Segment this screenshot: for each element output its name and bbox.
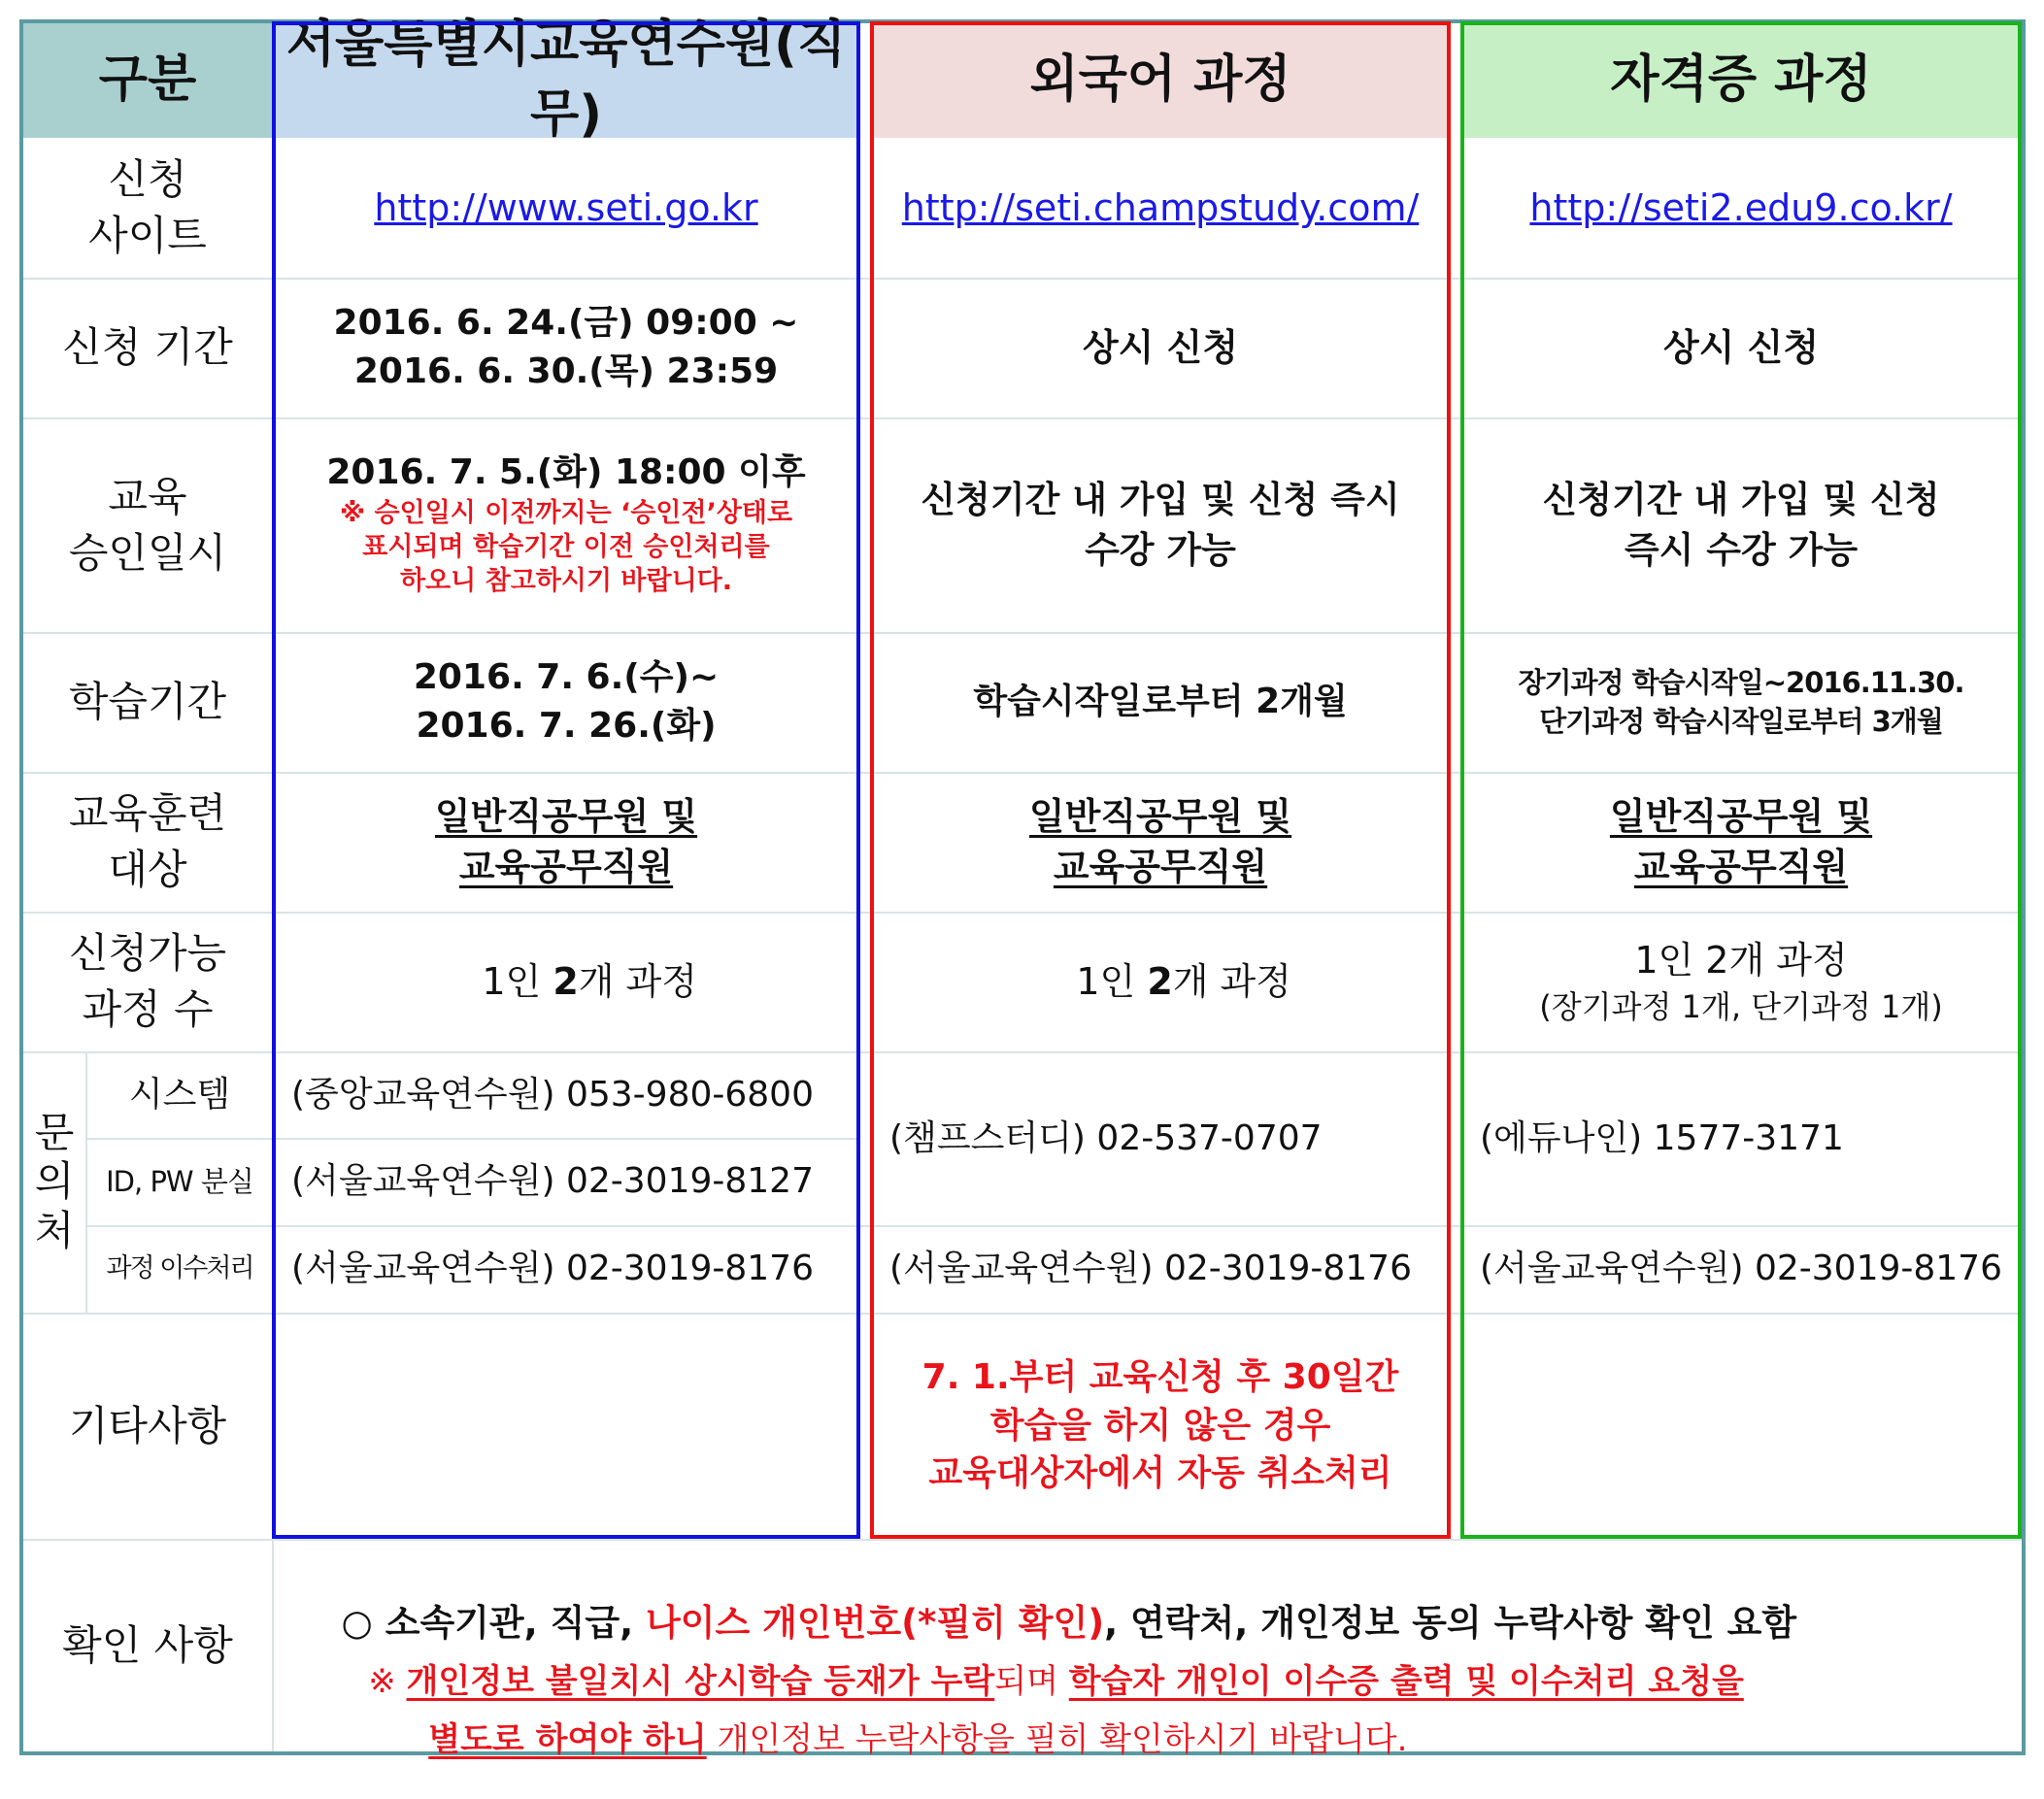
study-certificate-line1: 장기과정 학습시작일~2016.11.30.: [1518, 665, 1964, 699]
column-divider: [272, 1539, 274, 1751]
contact-certificate-main: [1460, 1051, 2022, 1225]
period-seoul: [272, 278, 860, 417]
study-foreign: [870, 632, 1451, 772]
contact-foreign-completion-text: (서울교육연수원) 02-3019-8176: [889, 1249, 1412, 1289]
contact-foreign-main: [870, 1051, 1451, 1225]
approval-certificate-line1: 신청기간 내 가입 및 신청: [1542, 479, 1940, 521]
confirm-line2-a: 개인정보 불일치시 상시학습 등재가 누락: [406, 1662, 995, 1701]
confirm-line1-b: 나이스 개인번호(*필히 확인): [646, 1602, 1105, 1644]
etc-foreign: [870, 1313, 1451, 1539]
label-approval-line1: 교육: [108, 472, 187, 520]
courses-certificate: [1460, 912, 2022, 1051]
label-period-text: 신청 기간: [62, 323, 233, 372]
study-certificate-line2: 단기과정 학습시작일로부터 3개월: [1539, 705, 1943, 738]
site-certificate: [1460, 138, 2022, 278]
header-seoul-institute-text: 서울특별시교육연수원(직무): [285, 16, 847, 144]
target-seoul-line2: 교육공무직원: [458, 846, 674, 888]
target-seoul-line1: 일반직공무원 및: [434, 794, 698, 838]
label-contact-idpw: [87, 1138, 272, 1225]
confirm-line1-c: , 연락처, 개인정보 동의 누락사항 확인 요함: [1104, 1602, 1797, 1644]
approval-seoul-note-line2: 표시되며 학습기간 이전 승인처리를: [362, 532, 770, 563]
contact-certificate-main-text: (에듀나인) 1577-3171: [1480, 1117, 1844, 1158]
etc-foreign-line1: 7. 1.부터 교육신청 후 30일간: [921, 1356, 1399, 1397]
label-site-line2: 사이트: [88, 212, 207, 259]
courses-seoul-count: 2: [553, 959, 579, 1003]
approval-seoul-note-line3: 하오니 참고하시기 바랍니다.: [399, 566, 733, 597]
target-certificate-line1: 일반직공무원 및: [1609, 794, 1873, 838]
label-approval-line2: 승인일시: [68, 528, 227, 577]
courses-seoul: [272, 912, 860, 1051]
contact-certificate-completion-text: (서울교육연수원) 02-3019-8176: [1480, 1249, 2002, 1289]
courses-seoul-suffix: 개 과정: [578, 959, 697, 1003]
courses-certificate-line1: 1인 2개 과정: [1634, 938, 1848, 982]
header-certificate-text: 자격증 과정: [1610, 50, 1872, 110]
site-seoul-link[interactable]: http://www.seti.go.kr: [374, 185, 758, 229]
label-contact-system-text: 시스템: [128, 1074, 231, 1115]
site-seoul: [272, 138, 860, 278]
confirm-line1: [291, 1551, 2010, 1644]
label-confirm: [23, 1539, 272, 1751]
target-foreign-line2: 교육공무직원: [1053, 846, 1268, 888]
label-contact-line2: 의: [34, 1157, 75, 1206]
label-contact-idpw-text: ID, PW 분실: [106, 1164, 253, 1198]
confirm-line3-b: 개인정보 누락사항을 필히 확인하시기 바랍니다.: [706, 1720, 1408, 1759]
label-contact-completion-text: 과정 이수처리: [106, 1253, 253, 1284]
confirm-content: [291, 1551, 2010, 1759]
label-contact-completion: [87, 1225, 272, 1313]
label-etc-text: 기타사항: [68, 1401, 227, 1449]
approval-certificate: [1460, 417, 2022, 632]
label-target-line1: 교육훈련: [68, 789, 227, 838]
label-target: [23, 772, 272, 912]
confirm-line2-mark: ※: [368, 1662, 407, 1701]
etc-foreign-line2: 학습을 하지 않은 경우: [989, 1405, 1331, 1446]
courses-certificate-line2: (장기과정 1개, 단기과정 1개): [1539, 988, 1943, 1026]
site-foreign-link[interactable]: http://seti.champstudy.com/: [901, 185, 1420, 229]
contact-foreign-main-text: (챔프스터디) 02-537-0707: [889, 1117, 1323, 1158]
site-certificate-link[interactable]: http://seti2.edu9.co.kr/: [1529, 185, 1953, 229]
label-contact-line1: 문: [34, 1108, 75, 1156]
period-seoul-line2: 2016. 6. 30.(목) 23:59: [353, 351, 779, 391]
header-foreign-language: [870, 23, 1451, 138]
target-foreign: [870, 772, 1451, 912]
contact-seoul-system: [272, 1051, 860, 1138]
courses-foreign: [870, 912, 1451, 1051]
courses-foreign-suffix: 개 과정: [1172, 959, 1291, 1003]
period-foreign: [870, 278, 1451, 417]
label-etc: [23, 1313, 272, 1539]
label-target-line2: 대상: [108, 846, 187, 893]
label-courses-line2: 과정 수: [82, 985, 214, 1033]
confirm-line2-c: 학습자 개인이 이수증 출력 및 이수처리 요청을: [1068, 1662, 1744, 1701]
label-courses-line1: 신청가능: [68, 929, 227, 978]
period-seoul-line1: 2016. 6. 24.(금) 09:00 ~: [333, 303, 799, 344]
etc-foreign-line3: 교육대상자에서 자동 취소처리: [928, 1453, 1392, 1494]
label-study-text: 학습기간: [68, 678, 227, 726]
confirm-line3-a: 별도로 하여야 하니: [428, 1720, 707, 1759]
confirm-line2-b: 되며: [994, 1662, 1069, 1701]
approval-seoul-note-line1: ※ 승인일시 이전까지는 ‘승인전’상태로: [339, 498, 793, 529]
header-category-text: 구분: [98, 50, 197, 110]
site-foreign: [870, 138, 1451, 278]
study-seoul-line2: 2016. 7. 26.(화): [416, 706, 717, 746]
courses-foreign-count: 2: [1147, 959, 1173, 1003]
contact-seoul-system-text: (중앙교육연수원) 053-980-6800: [291, 1074, 814, 1115]
study-seoul: [272, 632, 860, 772]
header-certificate: [1460, 23, 2022, 138]
period-foreign-text: 상시 신청: [1082, 325, 1239, 369]
approval-foreign: [870, 417, 1451, 632]
header-foreign-language-text: 외국어 과정: [1029, 50, 1291, 110]
contact-seoul-idpw: [272, 1138, 860, 1225]
courses-seoul-prefix: 1인: [482, 959, 553, 1003]
target-certificate: [1460, 772, 2022, 912]
header-category: [23, 23, 272, 138]
label-contact-line3: 처: [34, 1206, 75, 1254]
label-period: [23, 278, 272, 417]
target-foreign-line1: 일반직공무원 및: [1028, 794, 1292, 838]
contact-seoul-completion: [272, 1225, 860, 1313]
confirm-line1-a: ○ 소속기관, 직급,: [341, 1602, 647, 1644]
contact-foreign-completion: [870, 1225, 1451, 1313]
label-courses: [23, 912, 272, 1051]
contact-seoul-completion-text: (서울교육연수원) 02-3019-8176: [291, 1249, 814, 1289]
label-site-line1: 신청: [108, 155, 187, 204]
approval-seoul: [272, 417, 860, 632]
period-certificate-text: 상시 신청: [1662, 325, 1820, 369]
label-site: [23, 138, 272, 278]
courses-foreign-prefix: 1인: [1076, 959, 1148, 1003]
approval-certificate-line2: 즉시 수강 가능: [1624, 528, 1859, 571]
study-seoul-line1: 2016. 7. 6.(수)~: [413, 657, 720, 698]
row-divider: [23, 1539, 2022, 1541]
label-contact: [23, 1051, 85, 1313]
label-confirm-text: 확인 사항: [62, 1620, 233, 1669]
contact-seoul-idpw-text: (서울교육연수원) 02-3019-8127: [291, 1161, 814, 1202]
header-seoul-institute: [272, 16, 860, 144]
study-foreign-text: 학습시작일로부터 2개월: [973, 682, 1348, 722]
approval-seoul-date: 2016. 7. 5.(화) 18:00 이후: [326, 452, 806, 493]
target-certificate-line2: 교육공무직원: [1633, 846, 1849, 888]
approval-foreign-line2: 수강 가능: [1085, 528, 1236, 571]
study-certificate: [1460, 632, 2022, 772]
label-approval: [23, 417, 272, 632]
period-certificate: [1460, 278, 2022, 417]
label-contact-system: [87, 1051, 272, 1138]
contact-certificate-completion: [1460, 1225, 2022, 1313]
target-seoul: [272, 772, 860, 912]
approval-foreign-line1: 신청기간 내 가입 및 신청 즉시: [921, 479, 1400, 521]
label-study: [23, 632, 272, 772]
